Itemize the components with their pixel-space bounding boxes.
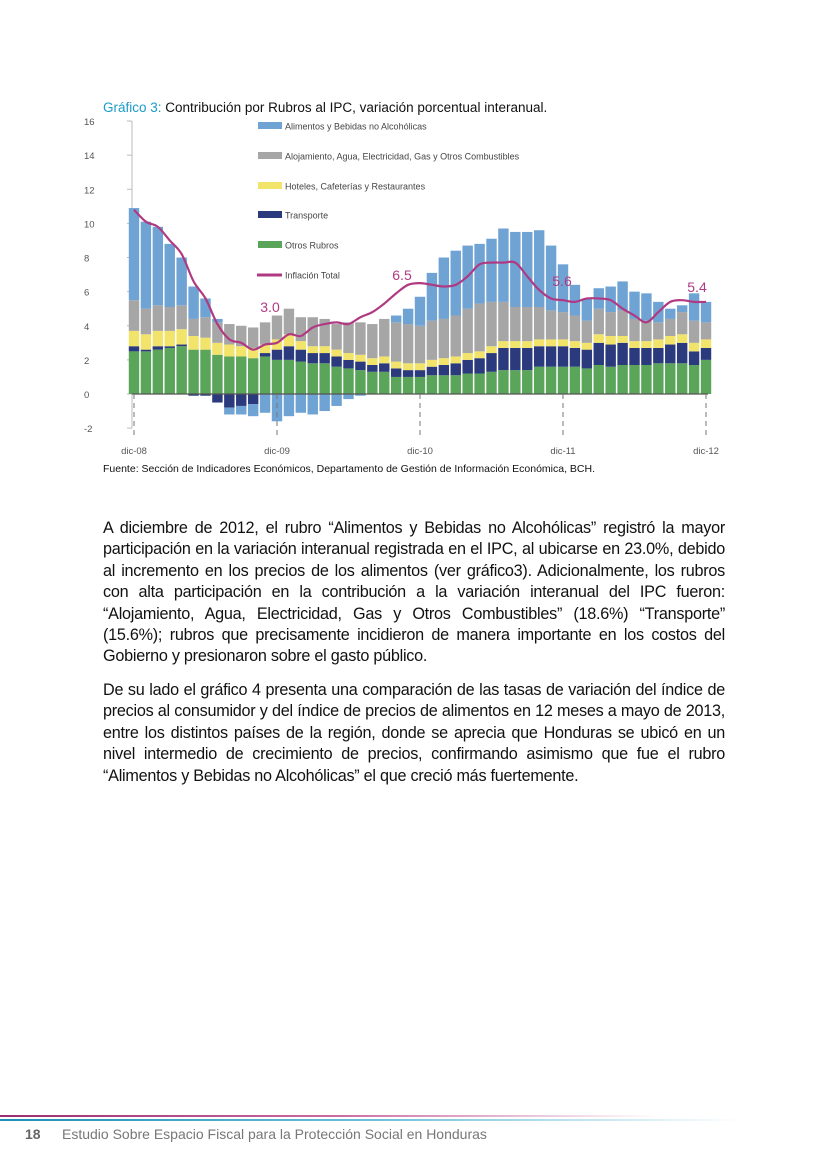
- bar-segment: [510, 348, 520, 370]
- bar-segment: [474, 244, 484, 304]
- bar-segment: [403, 324, 413, 363]
- y-tick-label: 4: [84, 321, 90, 333]
- bar-segment: [546, 367, 556, 394]
- bar-segment: [176, 345, 186, 347]
- bar-segment: [415, 363, 425, 370]
- bar-segment: [439, 365, 449, 375]
- bar-segment: [510, 232, 520, 307]
- bar-segment: [653, 322, 663, 339]
- bar-segment: [546, 346, 556, 366]
- bar-segment: [367, 365, 377, 372]
- data-label: 6.5: [392, 267, 412, 283]
- bar-segment: [308, 394, 318, 414]
- bar-segment: [212, 355, 222, 394]
- bar-segment: [415, 297, 425, 326]
- bar-segment: [308, 353, 318, 363]
- bar-segment: [546, 339, 556, 346]
- bar-segment: [534, 230, 544, 307]
- bar-segment: [582, 343, 592, 350]
- bar-segment: [522, 370, 532, 394]
- bar-segment: [665, 319, 675, 336]
- bar-segment: [701, 360, 711, 394]
- bar-segment: [129, 300, 139, 331]
- bar-segment: [582, 298, 592, 320]
- paragraph-1: A diciembre de 2012, el rubro “Alimentos y Bebidas no Alcohólicas” registró la mayor participación en la variación interanual registrada en el IPC, al ubicarse en 23.0%, debido al incremento en los precios de los alimentos (ver gráfico3). Adicionalmente, los rubros con alta participación en la contribución a la variación interanual del IPC fueron: “Alojamiento, Agua, Electricidad, Gas y Otros Combustibles” (18.6%) “Transporte” (15.6%); rubros que precisamente incidieron de manera importante en los costos del Gobierno y presionaron sobre el gasto público.: [103, 519, 725, 666]
- bar-segment: [534, 346, 544, 366]
- bar-segment: [701, 322, 711, 339]
- bar-segment: [534, 367, 544, 394]
- bar-segment: [474, 374, 484, 394]
- bar-segment: [343, 322, 353, 353]
- bar-segment: [165, 244, 175, 307]
- legend-label: Transporte: [285, 210, 329, 221]
- bar-segment: [605, 367, 615, 394]
- bar-segment: [617, 343, 627, 365]
- footer-title: Estudio Sobre Espacio Fiscal para la Protección Social en Honduras: [62, 1126, 487, 1142]
- bar-segment: [331, 394, 341, 406]
- bar-segment: [331, 356, 341, 366]
- bar-segment: [629, 365, 639, 394]
- bar-segment: [439, 358, 449, 365]
- bar-segment: [653, 348, 663, 363]
- bar-segment: [129, 331, 139, 346]
- bar-segment: [379, 372, 389, 394]
- bar-segment: [582, 350, 592, 369]
- bar-segment: [689, 351, 699, 365]
- bar-segment: [296, 394, 306, 413]
- bar-segment: [379, 356, 389, 363]
- stacked-bar-chart: [0, 0, 826, 470]
- bar-segment: [188, 350, 198, 394]
- bar-segment: [296, 317, 306, 341]
- bar-segment: [236, 394, 246, 406]
- bar-segment: [403, 363, 413, 370]
- bar-segment: [522, 341, 532, 348]
- paragraph-2: De su lado el gráfico 4 presenta una comparación de las tasas de variación del índice de precios al consumidor y del índice de precios de alimentos en 12 meses a mayo de 2013, entre los distintos países de la región, donde se aprecia que Honduras se ubicó en un nivel intermedio de crecimiento de precios, confirmando asimismo que fue el rubro “Alimentos y Bebidas no Alcohólicas” el que creció más fuertemente.: [103, 681, 725, 785]
- bar-segment: [641, 348, 651, 365]
- bar-segment: [474, 304, 484, 352]
- bar-segment: [677, 363, 687, 394]
- x-tick-label: dic-12: [693, 446, 719, 457]
- bar-segment: [439, 375, 449, 394]
- bar-segment: [200, 317, 210, 337]
- bar-segment: [498, 229, 508, 302]
- bar-segment: [153, 227, 163, 305]
- bar-segment: [296, 362, 306, 394]
- bar-segment: [665, 363, 675, 394]
- x-tick-label: dic-10: [407, 446, 433, 457]
- x-tick-label: dic-09: [264, 446, 290, 457]
- bar-segment: [617, 336, 627, 343]
- page-number: 18: [25, 1126, 41, 1142]
- bar-segment: [486, 239, 496, 302]
- bar-segment: [427, 360, 437, 367]
- bar-segment: [594, 334, 604, 343]
- bar-segment: [665, 309, 675, 319]
- bar-segment: [570, 367, 580, 394]
- bar-segment: [570, 316, 580, 342]
- bar-segment: [462, 360, 472, 374]
- footer-divider-magenta: [0, 1115, 660, 1117]
- bar-segment: [605, 345, 615, 367]
- bar-segment: [379, 363, 389, 372]
- bar-segment: [200, 350, 210, 394]
- bar-segment: [677, 312, 687, 334]
- bar-segment: [343, 360, 353, 369]
- bar-segment: [689, 343, 699, 352]
- bar-segment: [165, 331, 175, 346]
- bar-segment: [391, 322, 401, 361]
- bar-segment: [296, 341, 306, 350]
- bar-segment: [391, 377, 401, 394]
- bar-segment: [510, 370, 520, 394]
- bar-segment: [701, 348, 711, 360]
- bar-segment: [653, 363, 663, 394]
- bar-segment: [319, 363, 329, 394]
- bar-segment: [415, 370, 425, 377]
- data-label: 3.0: [260, 299, 280, 315]
- bar-segment: [153, 350, 163, 394]
- bar-segment: [498, 302, 508, 341]
- legend-label: Inflación Total: [285, 270, 340, 281]
- bar-segment: [355, 322, 365, 354]
- bar-segment: [141, 222, 151, 309]
- bar-segment: [129, 346, 139, 351]
- bar-segment: [355, 370, 365, 394]
- bar-segment: [224, 394, 234, 408]
- bar-segment: [451, 363, 461, 375]
- y-tick-label: 14: [84, 151, 95, 163]
- bar-segment: [617, 365, 627, 394]
- bar-segment: [439, 319, 449, 358]
- bar-segment: [498, 348, 508, 370]
- bar-segment: [546, 310, 556, 339]
- bar-segment: [617, 310, 627, 336]
- bar-segment: [582, 368, 592, 394]
- bar-segment: [486, 346, 496, 353]
- bar-segment: [403, 370, 413, 377]
- bar-segment: [343, 353, 353, 360]
- bar-segment: [677, 334, 687, 343]
- bar-segment: [188, 319, 198, 336]
- bar-segment: [284, 346, 294, 360]
- bar-segment: [129, 208, 139, 300]
- x-tick-label: dic-11: [550, 446, 576, 457]
- legend-label: Hoteles, Cafeterías y Restaurantes: [285, 181, 426, 192]
- bar-segment: [153, 346, 163, 349]
- footer-divider-cyan: [0, 1119, 740, 1121]
- bar-segment: [522, 307, 532, 341]
- legend-swatch: [258, 241, 282, 248]
- bar-segment: [415, 326, 425, 364]
- y-tick-label: 2: [84, 355, 90, 367]
- bar-segment: [462, 353, 472, 360]
- bar-segment: [486, 302, 496, 346]
- bar-segment: [319, 346, 329, 353]
- bar-segment: [641, 365, 651, 394]
- bar-segment: [236, 356, 246, 394]
- bar-segment: [391, 368, 401, 377]
- bar-segment: [474, 351, 484, 358]
- bar-segment: [153, 331, 163, 346]
- bar-segment: [582, 321, 592, 343]
- bar-segment: [224, 408, 234, 415]
- bar-segment: [629, 319, 639, 341]
- bar-segment: [594, 343, 604, 365]
- bar-segment: [522, 348, 532, 370]
- bar-segment: [641, 293, 651, 320]
- bar-segment: [534, 339, 544, 346]
- bar-segment: [141, 351, 151, 394]
- legend-label: Otros Rubros: [285, 240, 339, 251]
- y-tick-label: -2: [84, 424, 93, 436]
- bar-segment: [451, 375, 461, 394]
- bar-segment: [522, 232, 532, 307]
- bar-segment: [141, 309, 151, 335]
- y-tick-label: 16: [84, 117, 95, 129]
- bar-segment: [451, 356, 461, 363]
- bar-segment: [248, 404, 258, 416]
- bar-segment: [689, 293, 699, 320]
- bar-segment: [641, 321, 651, 341]
- bar-segment: [677, 343, 687, 363]
- bar-segment: [367, 358, 377, 365]
- bar-segment: [129, 351, 139, 394]
- bar-segment: [570, 341, 580, 348]
- bar-segment: [308, 317, 318, 346]
- bar-segment: [355, 362, 365, 371]
- legend-swatch: [258, 122, 282, 129]
- bar-segment: [331, 367, 341, 394]
- bar-segment: [558, 312, 568, 339]
- y-tick-label: 8: [84, 253, 90, 265]
- bar-segment: [260, 353, 270, 356]
- bar-segment: [594, 365, 604, 394]
- y-tick-label: 12: [84, 185, 95, 197]
- bar-segment: [367, 324, 377, 358]
- bar-segment: [284, 360, 294, 394]
- bar-segment: [403, 309, 413, 324]
- bar-segment: [236, 346, 246, 356]
- bar-segment: [391, 362, 401, 369]
- bar-segment: [319, 394, 329, 411]
- bar-segment: [296, 350, 306, 362]
- bar-segment: [653, 339, 663, 348]
- legend-label: Alimentos y Bebidas no Alcohólicas: [285, 121, 427, 132]
- data-label: 5.6: [552, 273, 572, 289]
- bar-segment: [248, 394, 258, 404]
- y-tick-label: 6: [84, 287, 90, 299]
- bar-segment: [272, 316, 282, 340]
- bar-segment: [331, 324, 341, 350]
- bar-segment: [165, 348, 175, 394]
- bar-segment: [284, 309, 294, 335]
- bar-segment: [141, 350, 151, 352]
- bar-segment: [272, 350, 282, 360]
- data-label: 5.4: [687, 279, 707, 295]
- bar-segment: [558, 346, 568, 366]
- chart-source: Fuente: Sección de Indicadores Económicos, Departamento de Gestión de Información Económica, BCH.: [103, 463, 596, 475]
- bar-segment: [165, 346, 175, 348]
- bar-segment: [510, 307, 520, 341]
- bar-segment: [462, 309, 472, 353]
- bar-segment: [427, 367, 437, 376]
- legend-swatch: [258, 211, 282, 218]
- y-tick-label: 10: [84, 219, 95, 231]
- bar-segment: [665, 345, 675, 364]
- bar-segment: [605, 312, 615, 336]
- bar-segment: [486, 372, 496, 394]
- bar-segment: [629, 341, 639, 348]
- bar-segment: [343, 368, 353, 394]
- bar-segment: [319, 353, 329, 363]
- bar-segment: [188, 336, 198, 350]
- bar-segment: [486, 353, 496, 372]
- bar-segment: [665, 336, 675, 345]
- bar-segment: [403, 377, 413, 394]
- bar-segment: [594, 309, 604, 335]
- bar-segment: [462, 374, 472, 394]
- bar-segment: [558, 339, 568, 346]
- bar-segment: [474, 358, 484, 373]
- bar-segment: [200, 338, 210, 350]
- y-tick-label: 0: [84, 390, 90, 401]
- bar-segment: [510, 341, 520, 348]
- bar-segment: [689, 321, 699, 343]
- bar-segment: [701, 302, 711, 322]
- bar-segment: [331, 350, 341, 357]
- bar-segment: [629, 348, 639, 365]
- bar-segment: [176, 305, 186, 329]
- bar-segment: [451, 316, 461, 357]
- bar-segment: [415, 377, 425, 394]
- bar-segment: [379, 319, 389, 357]
- bar-segment: [498, 370, 508, 394]
- legend-swatch: [258, 152, 282, 159]
- bar-segment: [165, 307, 175, 331]
- legend-swatch: [258, 182, 282, 189]
- bar-segment: [272, 360, 282, 394]
- bar-segment: [439, 258, 449, 319]
- bar-segment: [427, 375, 437, 394]
- bar-segment: [534, 307, 544, 339]
- bar-segment: [176, 346, 186, 394]
- bar-segment: [224, 345, 234, 357]
- bar-segment: [284, 394, 294, 416]
- bar-segment: [427, 321, 437, 360]
- bar-segment: [677, 305, 687, 312]
- bar-segment: [558, 367, 568, 394]
- bar-segment: [605, 336, 615, 345]
- legend-label: Alojamiento, Agua, Electricidad, Gas y Otros Combustibles: [285, 151, 520, 162]
- chart-label: Gráfico 3:: [103, 100, 162, 115]
- bar-segment: [355, 355, 365, 362]
- bar-segment: [212, 343, 222, 355]
- bar-segment: [701, 339, 711, 348]
- bar-segment: [498, 341, 508, 348]
- bar-segment: [367, 372, 377, 394]
- bar-segment: [260, 322, 270, 344]
- bar-segment: [260, 356, 270, 394]
- bar-segment: [224, 356, 234, 394]
- bar-segment: [212, 394, 222, 403]
- bar-segment: [427, 273, 437, 321]
- bar-segment: [570, 348, 580, 367]
- bar-segment: [689, 365, 699, 394]
- bar-segment: [176, 329, 186, 344]
- bar-segment: [188, 287, 198, 319]
- bar-segment: [260, 394, 270, 413]
- bar-segment: [308, 363, 318, 394]
- bar-segment: [153, 305, 163, 331]
- bar-segment: [641, 341, 651, 348]
- chart-title-text: Contribución por Rubros al IPC, variación porcentual interanual.: [161, 100, 548, 115]
- bar-segment: [391, 316, 401, 323]
- bar-segment: [248, 358, 258, 394]
- x-tick-label: dic-08: [121, 446, 147, 457]
- bar-segment: [141, 334, 151, 349]
- bar-segment: [308, 346, 318, 353]
- bar-segment: [248, 327, 258, 347]
- bar-segment: [343, 394, 353, 399]
- bar-segment: [236, 406, 246, 415]
